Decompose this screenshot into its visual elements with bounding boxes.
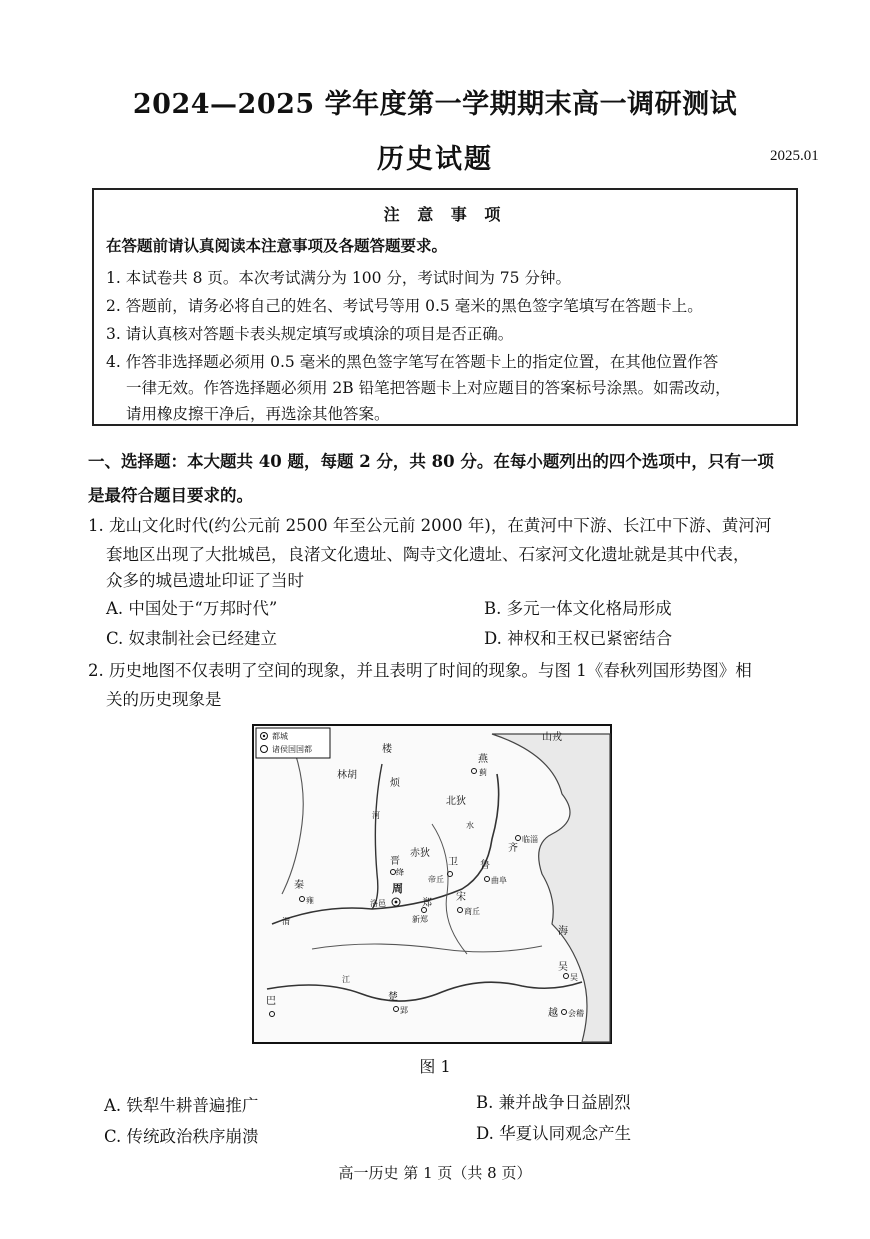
notice-item: 请用橡皮擦干净后，再选涂其他答案。 — [126, 405, 390, 423]
notice-box — [92, 188, 798, 426]
q2-option-c: C. 传统政治秩序崩溃 — [104, 1127, 259, 1146]
q1-stem: 套地区出现了大批城邑，良渚文化遗址、陶寺文化遗址、石家河文化遗址就是其中代表， — [106, 545, 750, 564]
label-wu: 吴 — [558, 962, 568, 973]
q2-option-b: B. 兼并战争日益剧烈 — [476, 1093, 631, 1112]
label-zheng: 郑 — [422, 898, 432, 909]
label-lu: 鲁 — [480, 860, 490, 871]
label-jiang-river: 江 — [342, 975, 350, 984]
page-footer: 高一历史 第 1 页（共 8 页） — [338, 1164, 532, 1182]
label-loufan: 烦 — [390, 778, 400, 789]
q1-option-c: C. 奴隶制社会已经建立 — [106, 629, 278, 648]
legend-capital: 都城 — [272, 732, 288, 741]
label-zhou: 周 — [392, 882, 403, 895]
notice-item: 2. 答题前，请务必将自己的姓名、考试号等用 0.5 毫米的黑色签字笔填写在答题卡上。 — [106, 297, 703, 315]
label-diqiu: 帝丘 — [428, 875, 444, 884]
label-he: 河 — [372, 811, 380, 820]
label-beidi: 北狄 — [446, 796, 466, 807]
label-jin: 晋 — [390, 856, 400, 867]
q1-option-d: D. 神权和王权已紧密结合 — [484, 629, 673, 648]
q1-stem: 1. 龙山文化时代(约公元前 2500 年至公元前 2000 年)，在黄河中下游、长江中下游、黄河河 — [88, 516, 772, 535]
label-chu: 楚 — [388, 992, 398, 1003]
q2-stem: 关的历史现象是 — [106, 690, 222, 709]
label-xinzheng: 新郑 — [412, 915, 428, 924]
notice-item: 3. 请认真核对答题卡表头规定填写或填涂的项目是否正确。 — [106, 325, 514, 343]
label-wei: 卫 — [448, 857, 458, 868]
q1-option-b: B. 多元一体文化格局形成 — [484, 599, 672, 618]
label-shanrong: 山戎 — [542, 732, 562, 743]
section-heading: 一、选择题：本大题共 40 题，每题 2 分，共 80 分。在每小题列出的四个选项中，只有一项 — [88, 452, 774, 471]
exam-date: 2025.01 — [770, 148, 819, 164]
q2-option-d: D. 华夏认同观念产生 — [476, 1124, 632, 1143]
label-kuaiji: 会稽 — [568, 1009, 584, 1018]
label-linzi: 临淄 — [522, 835, 538, 844]
label-wei-river: 渭 — [282, 917, 290, 926]
q1-option-a: A. 中国处于“万邦时代” — [106, 599, 278, 618]
label-shangqiu: 商丘 — [464, 907, 480, 916]
spring-autumn-map — [252, 724, 612, 1044]
label-luoyi: 洛邑 — [370, 899, 386, 908]
label-chidi: 赤狄 — [410, 848, 430, 859]
notice-item: 1. 本试卷共 8 页。本次考试满分为 100 分，考试时间为 75 分钟。 — [106, 269, 571, 287]
label-qufu: 曲阜 — [491, 876, 507, 885]
label-yong: 雍 — [306, 896, 314, 905]
notice-intro: 在答题前请认真阅读本注意事项及各题答题要求。 — [106, 236, 448, 255]
label-yue: 越 — [548, 1008, 558, 1019]
city-luoyi-dot-icon — [395, 901, 398, 904]
label-linhu: 林胡 — [337, 770, 357, 781]
label-hai: 海 — [558, 926, 568, 937]
label-ying: 郢 — [400, 1006, 408, 1015]
exam-title: 2024—2025 学年度第一学期期末高一调研测试 — [132, 89, 738, 120]
label-wu-city: 吴 — [570, 973, 578, 982]
q1-stem: 众多的城邑遗址印证了当时 — [106, 571, 304, 590]
figure-caption: 图 1 — [419, 1057, 451, 1076]
label-song: 宋 — [456, 892, 466, 903]
section-heading-cont: 是最符合题目要求的。 — [88, 486, 253, 505]
notice-item: 一律无效。作答选择题必须用 2B 铅笔把答题卡上对应题目的答案标号涂黑。如需改动， — [126, 379, 731, 397]
label-yan: 燕 — [478, 754, 488, 765]
notice-title: 注 意 事 项 — [383, 205, 507, 224]
label-qi: 齐 — [508, 843, 518, 854]
label-qin: 秦 — [294, 880, 304, 891]
label-ba: 巴 — [266, 996, 276, 1007]
q2-option-a: A. 铁犁牛耕普遍推广 — [104, 1096, 259, 1115]
capital-symbol-dot-icon — [263, 735, 265, 737]
subject-title: 历史试题 — [377, 144, 493, 175]
label-ji: 蓟 — [479, 768, 487, 777]
notice-item: 4. 作答非选择题必须用 0.5 毫米的黑色签字笔写在答题卡上的指定位置，在其他位置作答 — [106, 353, 719, 371]
legend-state-capital: 诸侯国国都 — [272, 745, 312, 754]
label-jiang: 绛 — [396, 868, 404, 877]
q2-stem: 2. 历史地图不仅表明了空间的现象，并且表明了时间的现象。与图 1《春秋列国形势图》相 — [88, 661, 752, 680]
label-lou: 楼 — [382, 744, 392, 755]
label-shui: 水 — [466, 821, 474, 830]
